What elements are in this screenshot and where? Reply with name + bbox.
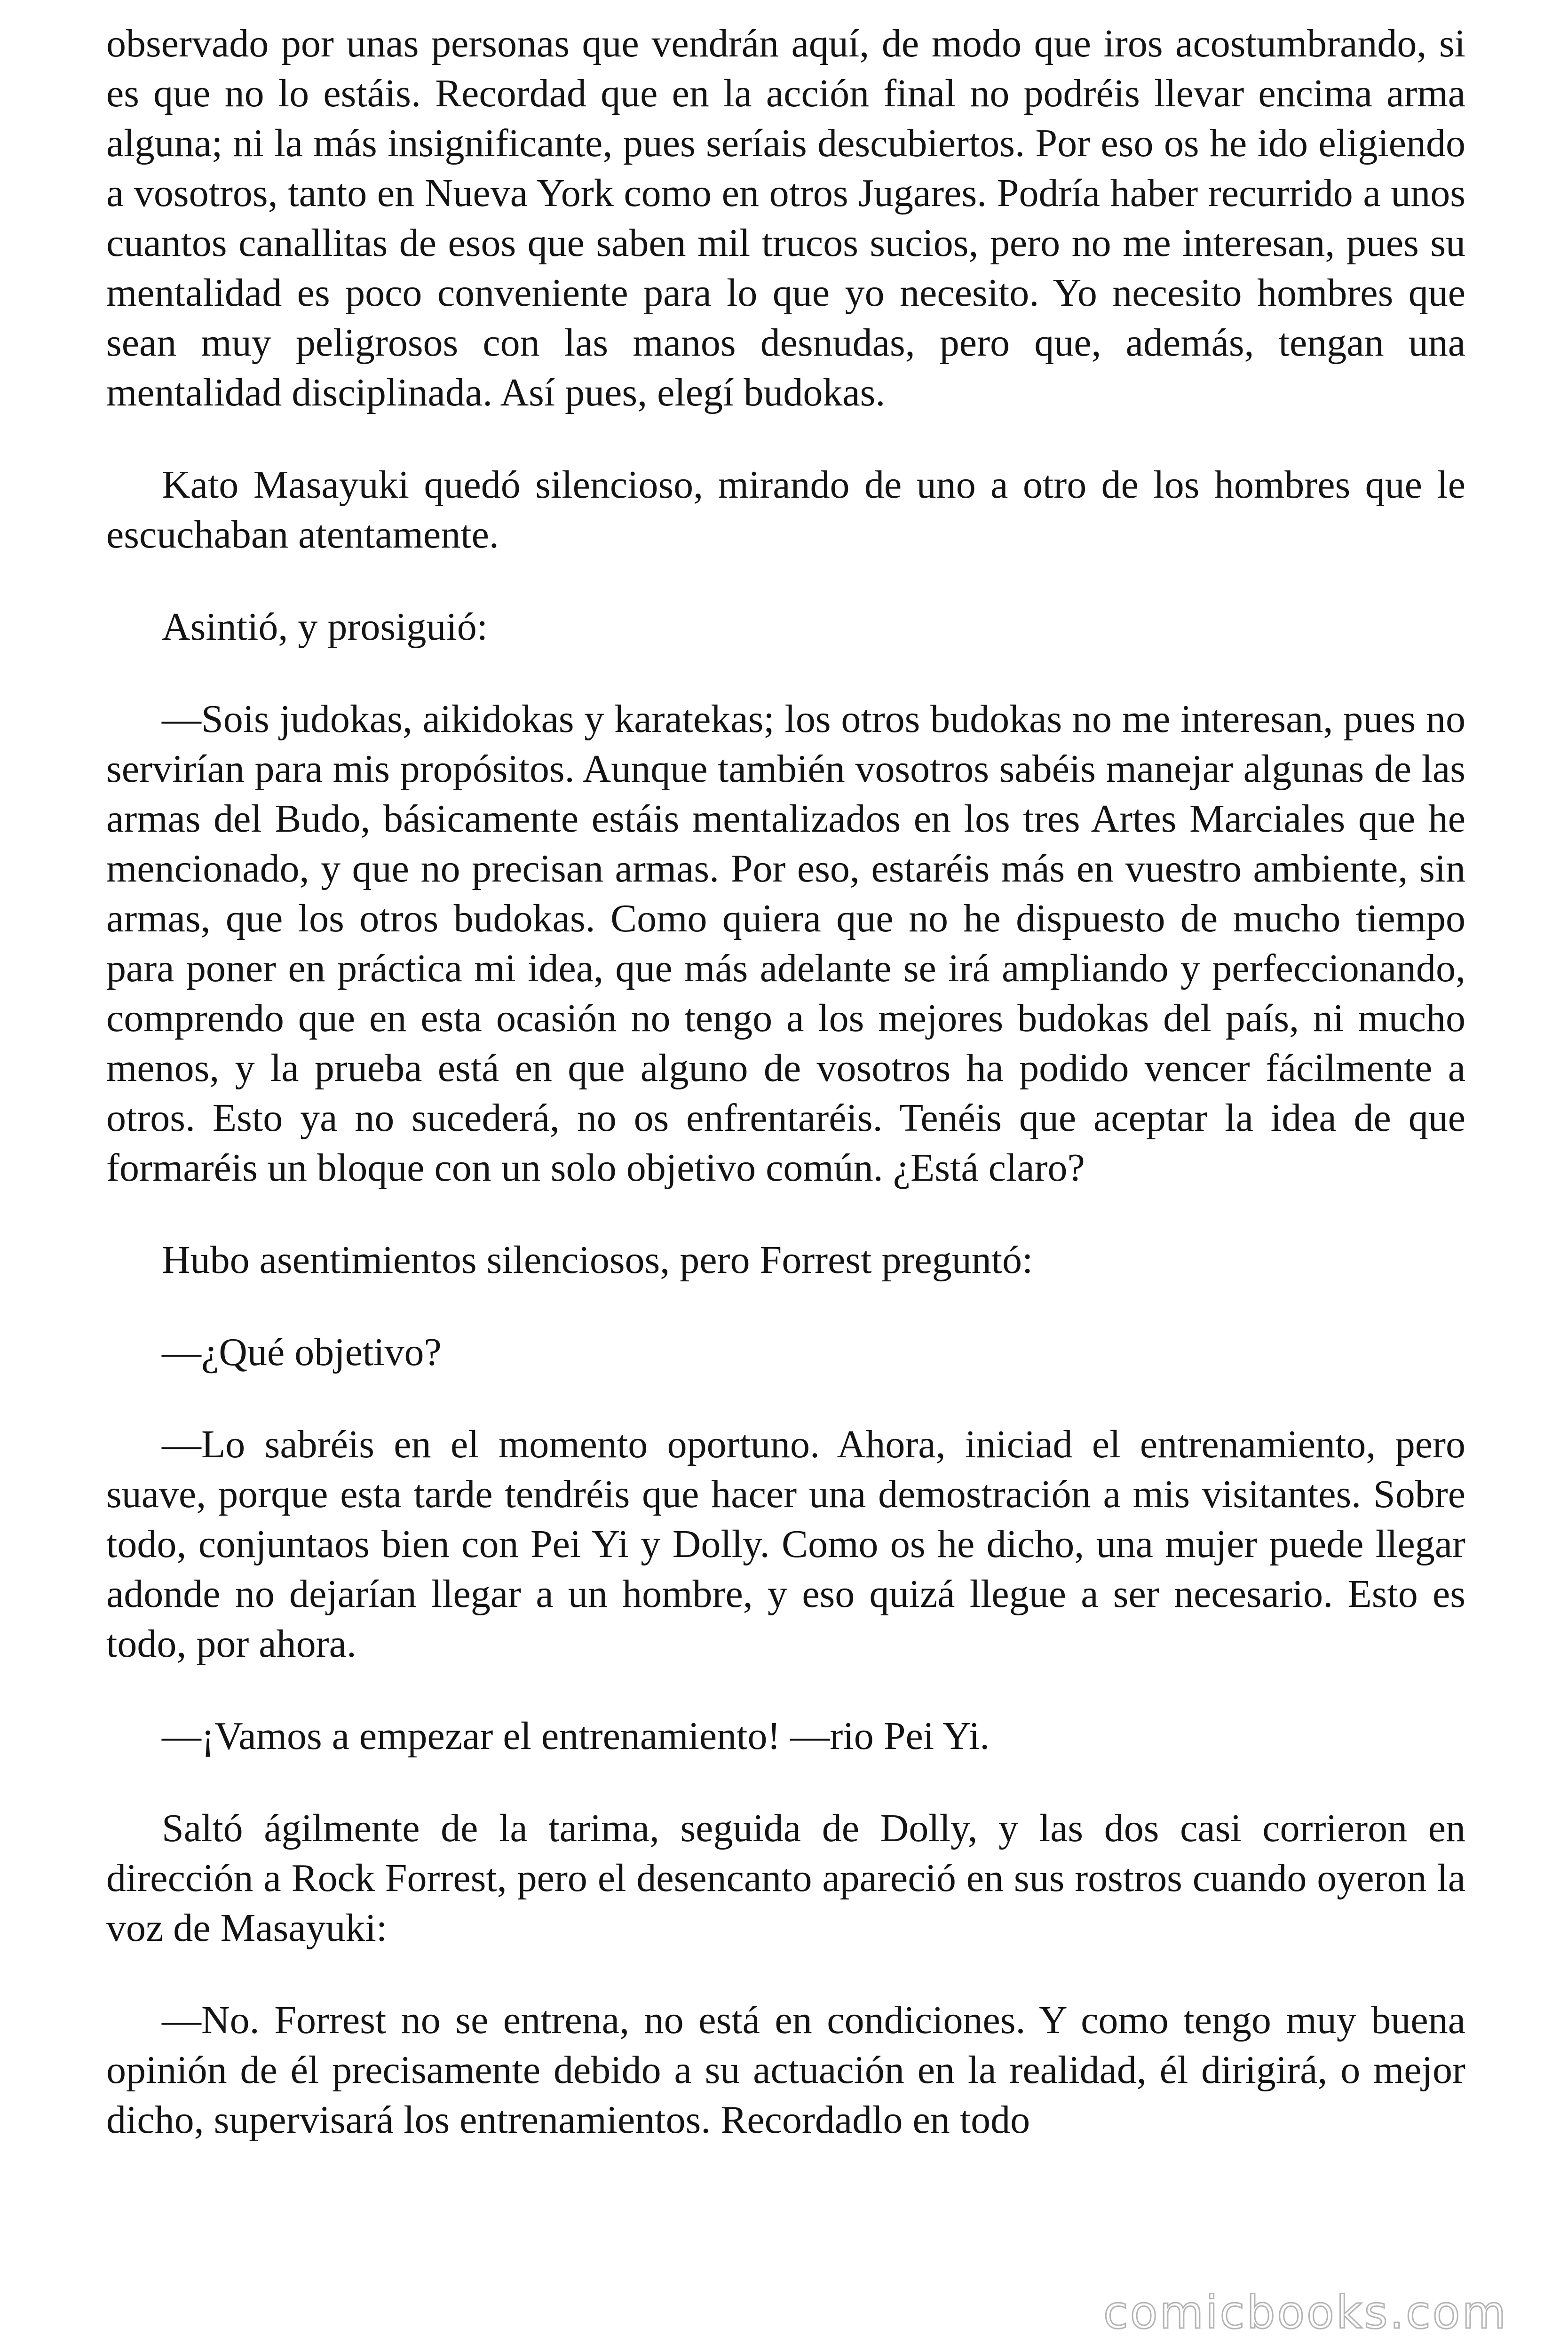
- paragraph-7: —Lo sabréis en el momento oportuno. Ahora, iniciad el entrenamiento, pero suave, porque esta tarde tendréis que hacer una demostración a mis visitantes. Sobre todo, conjuntaos bien con Pei Yi y Dolly. Como os he dicho, una mujer puede llegar adonde no dejarían llegar a un hombre, y eso quizá llegue a ser necesario. Esto es todo, por ahora.: [106, 1422, 1465, 1666]
- paragraph-10: —No. Forrest no se entrena, no está en condiciones. Y como tengo muy buena opinión de él precisamente debido a su actuación en la realidad, él dirigirá, o mejor dicho, supervisará los entrenamientos. Recordadlo en todo: [106, 1998, 1465, 2142]
- watermark-logo: comicbooks.com: [1103, 2286, 1508, 2339]
- paragraph-6: —¿Qué objetivo?: [162, 1330, 442, 1374]
- paragraph-1: observado por unas personas que vendrán aquí, de modo que iros acostumbrando, si es que no lo estáis. Recordad que en la acción final no podréis llevar encima arma alguna; ni la más insignificante, pues seríais descubiertos. Por eso os he ido eligiendo a vosotros, tanto en Nueva York como en otros Jugares. Podría haber recurrido a unos cuantos canallitas de esos que saben mil trucos sucios, pero no me interesan, pues su mentalidad es poco conveniente para lo que yo necesito. Yo necesito hombres que sean muy peligrosos con las manos desnudas, pero que, además, tengan una mentalidad disciplinada. Así pues, elegí budokas.: [106, 22, 1465, 414]
- paragraph-8: —¡Vamos a empezar el entrenamiento! —rio Pei Yi.: [162, 1714, 990, 1758]
- document-page: [106, 19, 1465, 2187]
- paragraph-5: Hubo asentimientos silenciosos, pero Forrest preguntó:: [162, 1238, 1033, 1282]
- paragraph-3: Asintió, y prosiguió:: [162, 605, 488, 649]
- paragraph-2: Kato Masayuki quedó silencioso, mirando de uno a otro de los hombres que le escuchaban atentamente.: [106, 463, 1465, 556]
- paragraph-9: Saltó ágilmente de la tarima, seguida de Dolly, y las dos casi corrieron en dirección a Rock Forrest, pero el desencanto apareció en sus rostros cuando oyeron la voz de Masayuki:: [106, 1806, 1465, 1950]
- paragraph-4: —Sois judokas, aikidokas y karatekas; los otros budokas no me interesan, pues no servirían para mis propósitos. Aunque también vosotros sabéis manejar algunas de las armas del Budo, básicamente estáis mentalizados en los tres Artes Marciales que he mencionado, y que no precisan armas. Por eso, estaréis más en vuestro ambiente, sin armas, que los otros budokas. Como quiera que no he dispuesto de mucho tiempo para poner en práctica mi idea, que más adelante se irá ampliando y perfeccionando, comprendo que en esta ocasión no tengo a los mejores budokas del país, ni mucho menos, y la prueba está en que alguno de vosotros ha podido vencer fácilmente a otros. Esto ya no sucederá, no os enfrentaréis. Tenéis que aceptar la idea de que formaréis un bloque con un solo objetivo común. ¿Está claro?: [106, 697, 1465, 1190]
